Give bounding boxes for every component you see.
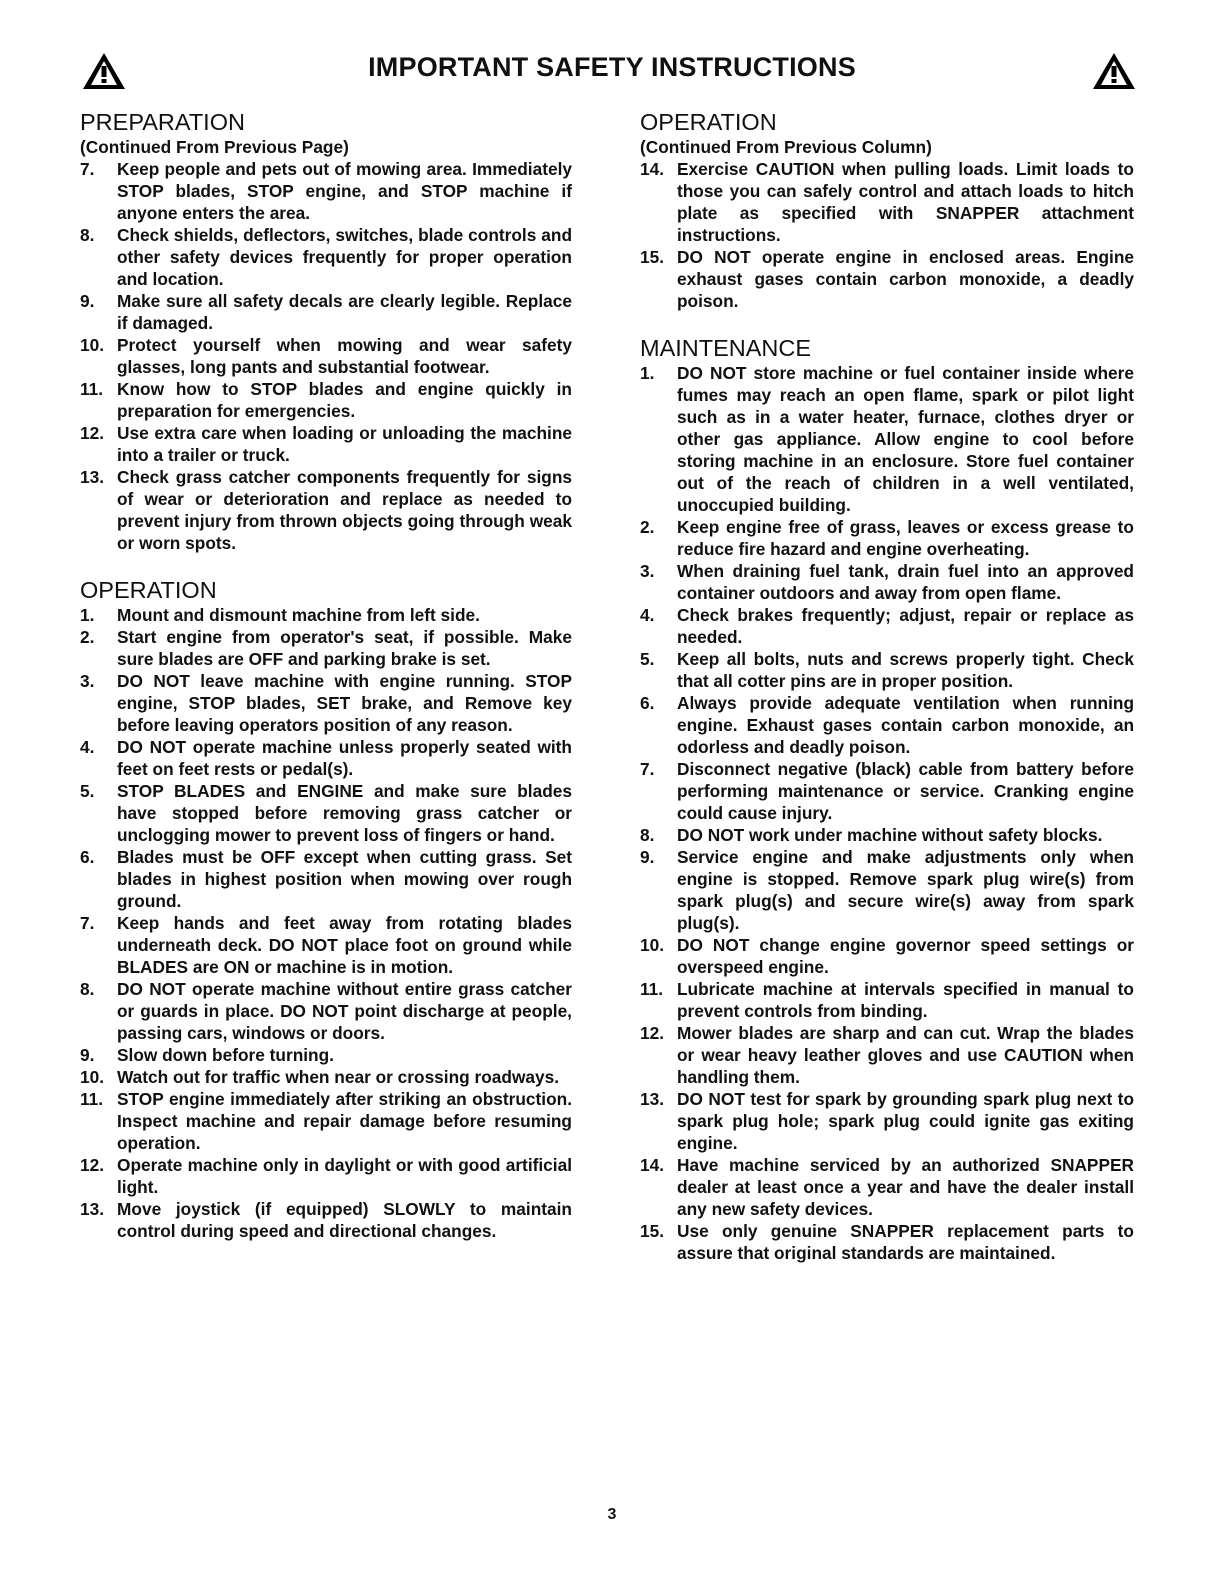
item-text: Protect yourself when mowing and wear safety glasses, long pants and substantial footwear.: [117, 335, 572, 377]
item-text: Blades must be OFF except when cutting grass. Set blades in highest position when mowing over rough ground.: [117, 847, 572, 911]
list-item: [80, 604, 572, 626]
item-number: 12.: [640, 1023, 665, 1043]
list-item: [640, 934, 1134, 978]
item-number: 3.: [80, 671, 95, 691]
item-text: Have machine serviced by an authorized SNAPPER dealer at least once a year and have the dealer install any new safety devices.: [677, 1155, 1134, 1219]
section-heading: OPERATION: [640, 109, 777, 135]
list-item: [640, 758, 1134, 824]
item-number: 15.: [640, 247, 665, 267]
list-item: [80, 1044, 572, 1066]
continued-note: (Continued From Previous Page): [80, 137, 349, 157]
list-item: [640, 246, 1134, 312]
item-number: 6.: [80, 847, 95, 867]
item-number: 10.: [80, 1067, 105, 1087]
item-number: 7.: [640, 759, 655, 779]
item-text: Keep people and pets out of mowing area. Immediately STOP blades, STOP engine, and STOP machine if anyone enters the area.: [117, 159, 572, 223]
item-number: 15.: [640, 1221, 665, 1241]
list-item: [640, 846, 1134, 934]
item-number: 13.: [640, 1089, 665, 1109]
item-number: 7.: [80, 913, 95, 933]
item-number: 1.: [640, 363, 655, 383]
item-text: STOP BLADES and ENGINE and make sure blades have stopped before removing grass catcher or unclogging mower to prevent loss of fingers or hand.: [117, 781, 572, 845]
item-text: Start engine from operator's seat, if possible. Make sure blades are OFF and parking brake is set.: [117, 627, 572, 669]
operation-continued-section: [640, 108, 1134, 312]
item-number: 10.: [80, 335, 105, 355]
item-number: 12.: [80, 1155, 105, 1175]
preparation-section: [80, 108, 572, 554]
item-text: Know how to STOP blades and engine quickly in preparation for emergencies.: [117, 379, 572, 421]
list-item: [80, 846, 572, 912]
item-text: Disconnect negative (black) cable from battery before performing maintenance or service. Cranking engine could cause injury.: [677, 759, 1134, 823]
item-number: 12.: [80, 423, 105, 443]
item-text: Operate machine only in daylight or with good artificial light.: [117, 1155, 572, 1197]
item-number: 8.: [80, 225, 95, 245]
item-number: 8.: [640, 825, 655, 845]
item-number: 4.: [80, 737, 95, 757]
item-number: 3.: [640, 561, 655, 581]
instruction-list: [80, 604, 572, 1242]
section-heading: OPERATION: [80, 577, 217, 603]
item-text: STOP engine immediately after striking an obstruction. Inspect machine and repair damage before resuming operation.: [117, 1089, 572, 1153]
item-text: DO NOT store machine or fuel container inside where fumes may reach an open flame, spark or pilot light such as in a water heater, furnace, clothes dryer or other gas appliance. Allow engine to cool before storing machine in an enclosure. Store fuel container out of the reach of children in a well ventilated, unoccupied building.: [677, 363, 1134, 515]
list-item: [80, 158, 572, 224]
item-number: 14.: [640, 1155, 665, 1175]
item-text: Mower blades are sharp and can cut. Wrap the blades or wear heavy leather gloves and use CAUTION when handling them.: [677, 1023, 1134, 1087]
item-number: 4.: [640, 605, 655, 625]
list-item: [80, 1198, 572, 1242]
list-item: [640, 824, 1134, 846]
item-number: 13.: [80, 467, 105, 487]
right-column: [640, 108, 1134, 1286]
left-column: [80, 108, 572, 1264]
item-text: Mount and dismount machine from left side.: [117, 605, 480, 625]
item-text: DO NOT operate machine without entire grass catcher or guards in place. DO NOT point discharge at people, passing cars, windows or doors.: [117, 979, 572, 1043]
instruction-list: [80, 158, 572, 554]
item-number: 10.: [640, 935, 665, 955]
item-number: 8.: [80, 979, 95, 999]
item-text: Keep all bolts, nuts and screws properly tight. Check that all cotter pins are in proper position.: [677, 649, 1134, 691]
item-number: 6.: [640, 693, 655, 713]
item-text: Keep engine free of grass, leaves or excess grease to reduce fire hazard and engine overheating.: [677, 517, 1134, 559]
list-item: [80, 670, 572, 736]
list-item: [640, 362, 1134, 516]
item-number: 2.: [640, 517, 655, 537]
list-item: [80, 736, 572, 780]
item-number: 13.: [80, 1199, 105, 1219]
list-item: [640, 648, 1134, 692]
list-item: [640, 158, 1134, 246]
item-text: Service engine and make adjustments only when engine is stopped. Remove spark plug wire(s) from spark plug(s) and secure wire(s) away from spark plug(s).: [677, 847, 1134, 933]
list-item: [80, 1066, 572, 1088]
item-text: Use only genuine SNAPPER replacement parts to assure that original standards are maintained.: [677, 1221, 1134, 1263]
list-item: [640, 1088, 1134, 1154]
item-text: Check shields, deflectors, switches, blade controls and other safety devices frequently for proper operation and location.: [117, 225, 572, 289]
list-item: [640, 978, 1134, 1022]
list-item: [640, 692, 1134, 758]
list-item: [640, 1022, 1134, 1088]
item-text: Move joystick (if equipped) SLOWLY to maintain control during speed and directional changes.: [117, 1199, 572, 1241]
list-item: [80, 466, 572, 554]
item-text: DO NOT operate engine in enclosed areas. Engine exhaust gases contain carbon monoxide, a deadly poison.: [677, 247, 1134, 311]
item-text: Lubricate machine at intervals specified in manual to prevent controls from binding.: [677, 979, 1134, 1021]
operation-section: [80, 576, 572, 1242]
item-text: DO NOT change engine governor speed settings or overspeed engine.: [677, 935, 1134, 977]
item-number: 9.: [80, 1045, 95, 1065]
list-item: [80, 626, 572, 670]
section-heading: MAINTENANCE: [640, 335, 812, 361]
item-number: 2.: [80, 627, 95, 647]
list-item: [80, 334, 572, 378]
item-number: 11.: [640, 979, 664, 999]
list-item: [80, 780, 572, 846]
list-item: [80, 422, 572, 466]
list-item: [640, 1220, 1134, 1264]
maintenance-section: [640, 334, 1134, 1264]
item-text: Check brakes frequently; adjust, repair or replace as needed.: [677, 605, 1134, 647]
item-text: DO NOT leave machine with engine running. STOP engine, STOP blades, SET brake, and Remove key before leaving operators position of any reason.: [117, 671, 572, 735]
list-item: [80, 978, 572, 1044]
warning-triangle-icon: [1092, 52, 1136, 90]
item-number: 5.: [80, 781, 95, 801]
list-item: [80, 1088, 572, 1154]
list-item: [640, 516, 1134, 560]
list-item: [640, 560, 1134, 604]
item-text: DO NOT operate machine unless properly seated with feet on feet rests or pedal(s).: [117, 737, 572, 779]
item-text: When draining fuel tank, drain fuel into an approved container outdoors and away from open flame.: [677, 561, 1134, 603]
item-text: Exercise CAUTION when pulling loads. Limit loads to those you can safely control and attach loads to hitch plate as specified with SNAPPER attachment instructions.: [677, 159, 1134, 245]
list-item: [80, 378, 572, 422]
item-text: Slow down before turning.: [117, 1045, 334, 1065]
item-text: Watch out for traffic when near or crossing roadways.: [117, 1067, 560, 1087]
list-item: [640, 1154, 1134, 1220]
list-item: [80, 224, 572, 290]
continued-note: (Continued From Previous Column): [640, 137, 932, 157]
instruction-list: [640, 158, 1134, 312]
item-number: 14.: [640, 159, 665, 179]
item-number: 1.: [80, 605, 95, 625]
item-number: 9.: [640, 847, 655, 867]
instruction-list: [640, 362, 1134, 1264]
item-number: 9.: [80, 291, 95, 311]
item-text: Make sure all safety decals are clearly legible. Replace if damaged.: [117, 291, 572, 333]
item-text: Keep hands and feet away from rotating blades underneath deck. DO NOT place foot on ground while BLADES are ON or machine is in motion.: [117, 913, 572, 977]
item-text: Always provide adequate ventilation when running engine. Exhaust gases contain carbon monoxide, an odorless and deadly poison.: [677, 693, 1134, 757]
list-item: [80, 1154, 572, 1198]
item-text: Use extra care when loading or unloading the machine into a trailer or truck.: [117, 423, 572, 465]
page-title: IMPORTANT SAFETY INSTRUCTIONS: [368, 52, 856, 82]
item-text: DO NOT test for spark by grounding spark plug next to spark plug hole; spark plug could ignite gas exiting engine.: [677, 1089, 1134, 1153]
section-heading: PREPARATION: [80, 109, 245, 135]
item-number: 11.: [80, 379, 104, 399]
page-number: 3: [607, 1506, 617, 1523]
list-item: [80, 912, 572, 978]
item-number: 5.: [640, 649, 655, 669]
list-item: [80, 290, 572, 334]
list-item: [640, 604, 1134, 648]
item-number: 7.: [80, 159, 95, 179]
item-text: DO NOT work under machine without safety blocks.: [677, 825, 1103, 845]
item-number: 11.: [80, 1089, 104, 1109]
item-text: Check grass catcher components frequently for signs of wear or deterioration and replace as needed to prevent injury from thrown objects going through weak or worn spots.: [117, 467, 572, 553]
